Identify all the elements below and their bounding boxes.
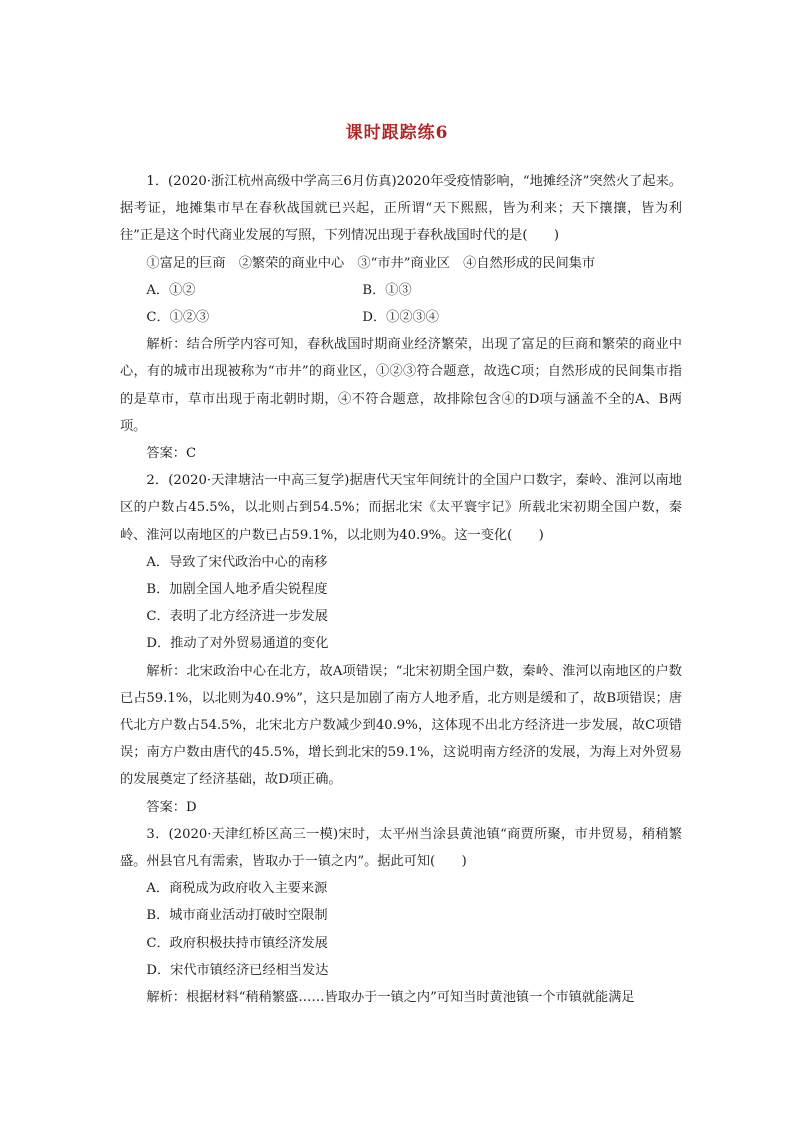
q1-options-row-2	[120, 304, 682, 331]
page-title: 课时跟踪练6	[345, 123, 449, 143]
question-content	[120, 168, 682, 1011]
q1-stem: 1．(2020·浙江杭州高级中学高三6月仿真)2020年受疫情影响，“地摊经济”突然火了起来。据考证，地摊集市早在春秋战国就已兴起，正所谓“天下熙熙，皆为利来；天下攘攘，皆为利往”正是这个时代商业发展的写照，下列情况出现于春秋战国时代的是( )	[120, 174, 682, 244]
q2-answer: 答案：D	[146, 799, 197, 815]
q3-analysis: 解析：根据材料“稍稍繁盛……皆取办于一镇之内”可知当时黄池镇一个市镇就能满足	[146, 990, 635, 1006]
q3-stem: 3．(2020·天津红桥区高三一模)宋时，太平州当涂县黄池镇“商贾所聚，市井贸易，稍稍繁盛。州县官凡有需索，皆取办于一镇之内”。据此可知( )	[120, 826, 682, 870]
q1-option-c: C．①②③	[146, 310, 210, 326]
q1-option-d: D．①②③④	[362, 310, 439, 326]
q2-analysis: 解析：北宋政治中心在北方，故A项错误；“北宋初期全国户数，秦岭、淮河以南地区的户数已占59.1%，以北则为40.9%”，这只是加剧了南方人地矛盾，北方则是缓和了，故B项错误；唐代北方户数占54.5%，北宋北方户数减少到40.9%，这体现不出北方经济进一步发展，故C项错误；南方户数由唐代的45.5%，增长到北宋的59.1%，这说明南方经济的发展，为海上对外贸易的发展奠定了经济基础，故D项正确。	[120, 663, 682, 788]
q1-options-row-1	[120, 277, 682, 304]
q1-items: ①富足的巨商 ②繁荣的商业中心 ③“市井”商业区 ④自然形成的民间集市	[146, 255, 596, 271]
q3-option-d: D．宋代市镇经济已经相当发达	[146, 962, 329, 978]
q1-answer: 答案：C	[146, 446, 197, 462]
q3-option-a: A．商税成为政府收入主要来源	[146, 881, 328, 897]
q2-option-d: D．推动了对外贸易通道的变化	[146, 636, 329, 652]
q3-option-c: C．政府积极扶持市镇经济发展	[146, 935, 328, 951]
q3-option-b: B．城市商业活动打破时空限制	[146, 908, 328, 924]
q2-stem: 2．(2020·天津塘沽一中高三复学)据唐代天宝年间统计的全国户口数字，秦岭、淮河以南地区的户数占45.5%，以北则占到54.5%；而据北宋《太平寰宇记》所载北宋初期全国户数，秦岭、淮河以南地区的户数已占59.1%，以北则为40.9%。这一变化( )	[120, 473, 682, 543]
q2-option-a: A．导致了宋代政治中心的南移	[146, 554, 328, 570]
q2-option-b: B．加剧全国人地矛盾尖锐程度	[146, 582, 328, 598]
q1-option-b: B．①③	[362, 282, 412, 298]
q1-analysis: 解析：结合所学内容可知，春秋战国时期商业经济繁荣，出现了富足的巨商和繁荣的商业中心，有的城市出现被称为“市井”的商业区，①②③符合题意，故选C项；自然形成的民间集市指的是草市，草市出现于南北朝时期，④不符合题意，故排除包含④的D项与涵盖不全的A、B两项。	[120, 337, 682, 434]
q2-option-c: C．表明了北方经济进一步发展	[146, 609, 328, 625]
q1-option-a: A．①②	[146, 282, 196, 298]
